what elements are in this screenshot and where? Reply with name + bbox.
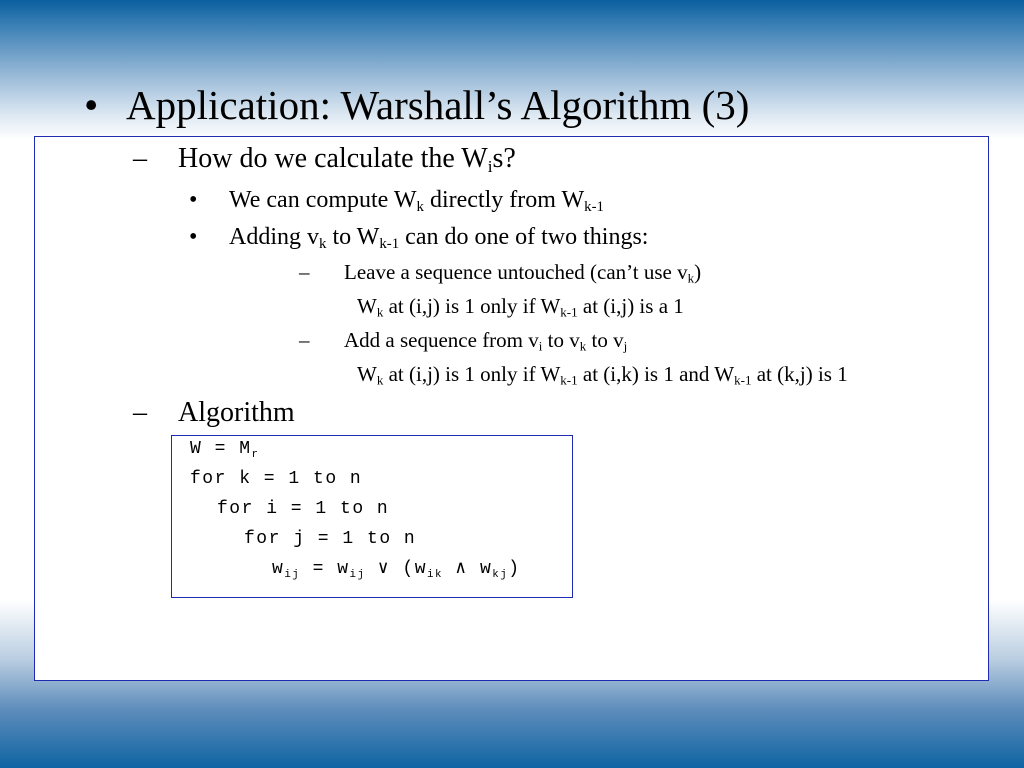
bullet-marker: • (189, 187, 198, 213)
code-line-2: for k = 1 to n (190, 469, 363, 489)
sub-leave (299, 259, 701, 285)
code-line-5: $w_{ij} = w_{ij}$ ∨ ($w_{ik}$ ∧ $w_{kj}$) (272, 559, 521, 581)
bullet-compute-text: We can compute $W_k$ directly from $W_{k-1}$ (229, 187, 604, 216)
dash-marker: – (299, 328, 310, 352)
section-algorithm (135, 397, 295, 429)
dash-marker: – (133, 397, 147, 428)
section-calculate (135, 143, 516, 175)
bullet-adding-text: Adding $v_k$ to $W_{k-1}$ can do one of two things: (229, 224, 649, 253)
dash-marker: – (133, 143, 147, 174)
code-line-4: for j = 1 to n (244, 529, 417, 549)
sub-leave-detail: $W_k$ at (i,j) is 1 only if $W_{k-1}$ at (i,j) is a 1 (357, 294, 684, 320)
bullet-marker: • (189, 224, 198, 250)
content-box (34, 136, 989, 681)
title-text: Application: Warshall’s Algorithm (3) (126, 82, 750, 128)
title-bullet: • (84, 82, 99, 128)
section-algorithm-text: Algorithm (178, 397, 295, 428)
code-line-1: $W = M_r$ (190, 439, 260, 461)
sub-add-text: Add a sequence from $v_i$ to $v_k$ to $v_j$ (344, 328, 628, 354)
code-line-3: for i = 1 to n (217, 499, 390, 519)
sub-add-detail: $W_k$ at (i,j) is 1 only if $W_{k-1}$ at (i,k) is 1 and $W_{k-1}$ at (k,j) is 1 (357, 362, 848, 388)
section-calculate-text: How do we calculate the $W_is$? (178, 143, 516, 176)
code-block (171, 435, 573, 598)
sub-add (299, 327, 627, 353)
bullet-adding (191, 223, 648, 251)
slide-title (84, 80, 749, 130)
bullet-compute (191, 186, 604, 214)
dash-marker: – (299, 260, 310, 284)
sub-leave-text: Leave a sequence untouched (can’t use $v_k$) (344, 260, 702, 286)
